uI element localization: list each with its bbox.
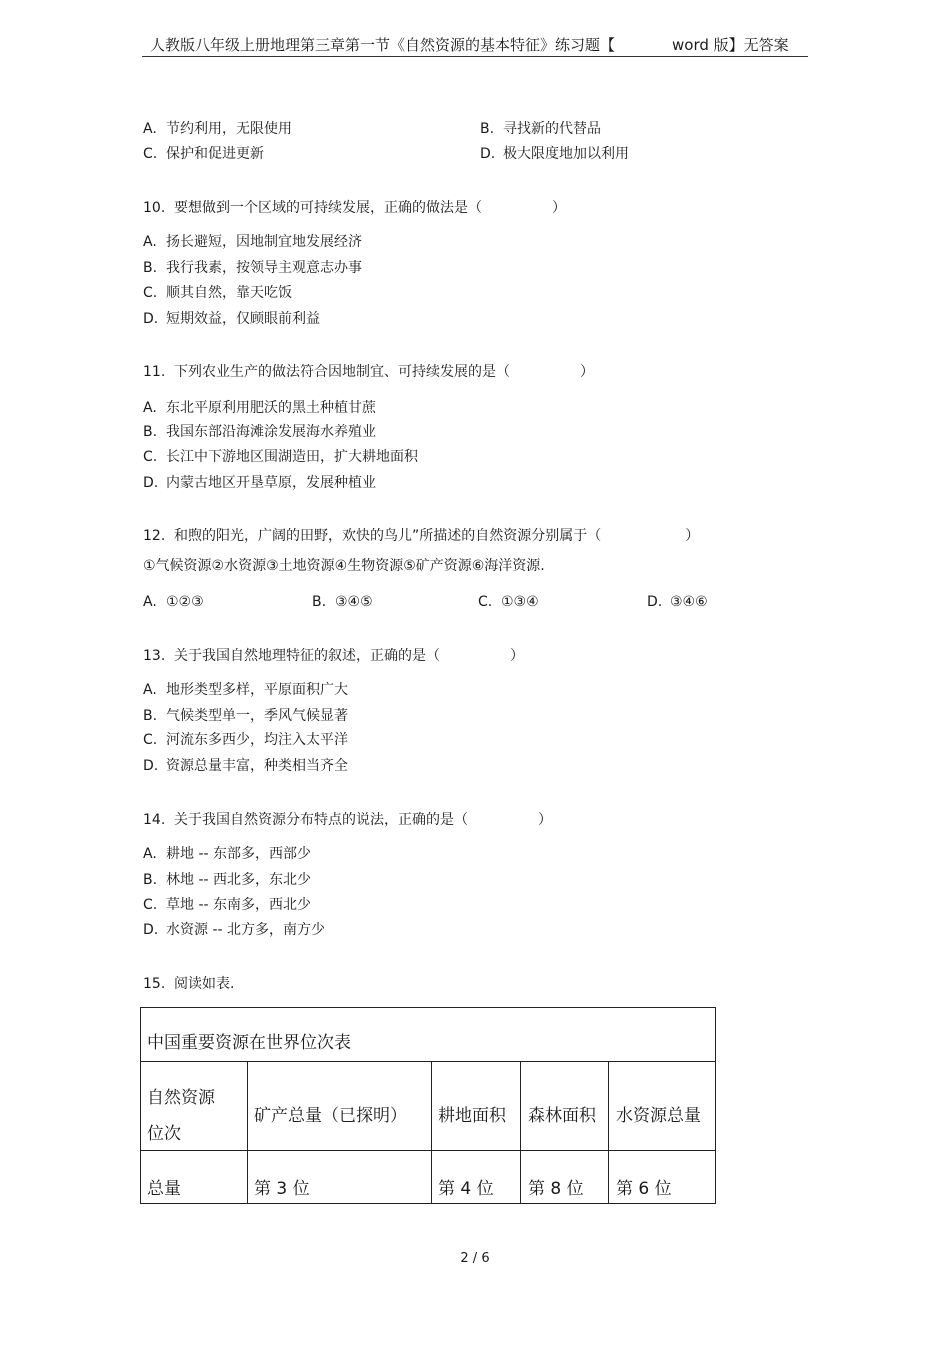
q10-stem: 10. 要想做到一个区域的可持续发展，正确的做法是（ ） [143, 200, 566, 216]
table-title: 中国重要资源在世界位次表 [147, 1033, 351, 1053]
table-header-farmland: 耕地面积 [438, 1106, 506, 1126]
table-header-forest: 森林面积 [528, 1106, 596, 1126]
resource-ranking-table [140, 1007, 716, 1204]
q14-option-b: B. 林地 -- 西北多，东北少 [143, 872, 312, 888]
header-title-suffix: word 版】无答案 [672, 36, 789, 54]
table-header-water: 水资源总量 [616, 1106, 701, 1126]
q13-stem: 13. 关于我国自然地理特征的叙述，正确的是（ ） [143, 648, 524, 664]
q11-option-b: B. 我国东部沿海滩涂发展海水养殖业 [143, 424, 376, 440]
q14-option-a: A. 耕地 -- 东部多，西部少 [143, 846, 312, 862]
q10-option-a: A. 扬长避短，因地制宜地发展经济 [143, 234, 362, 250]
table-row-label: 总量 [147, 1179, 181, 1199]
q12-option-c: C. ①③④ [478, 594, 539, 610]
q14-stem: 14. 关于我国自然资源分布特点的说法，正确的是（ ） [143, 812, 552, 828]
table-value-water: 第 6 位 [616, 1179, 672, 1199]
q9-option-d: D. 极大限度地加以利用 [480, 146, 629, 162]
q9-option-b: B. 寻找新的代替品 [480, 121, 601, 137]
q10-option-c: C. 顺其自然，靠天吃饭 [143, 285, 292, 301]
q13-option-b: B. 气候类型单一，季风气候显著 [143, 708, 348, 724]
table-header-minerals: 矿产总量（已探明） [254, 1106, 407, 1126]
q11-option-d: D. 内蒙古地区开垦草原，发展种植业 [143, 475, 376, 491]
q15-stem: 15. 阅读如表. [143, 976, 235, 992]
q11-option-c: C. 长江中下游地区围湖造田，扩大耕地面积 [143, 449, 418, 465]
q9-option-a: A. 节约利用，无限使用 [143, 121, 292, 137]
q13-option-c: C. 河流东多西少，均注入太平洋 [143, 732, 348, 748]
q12-stem: 12. 和煦的阳光，广阔的田野，欢快的鸟儿”所描述的自然资源分别属于（ ） [143, 528, 700, 544]
q14-option-d: D. 水资源 -- 北方多，南方少 [143, 922, 326, 938]
table-value-minerals: 第 3 位 [254, 1179, 310, 1199]
q11-stem: 11. 下列农业生产的做法符合因地制宜、可持续发展的是（ ） [143, 364, 594, 380]
table-header-first-line2: 位次 [147, 1124, 181, 1144]
q12-resource-list: ①气候资源②水资源③土地资源④生物资源⑤矿产资源⑥海洋资源. [143, 558, 545, 574]
q11-option-a: A. 东北平原利用肥沃的黑土种植甘蔗 [143, 400, 376, 416]
q10-option-b: B. 我行我素，按领导主观意志办事 [143, 260, 362, 276]
q12-option-d: D. ③④⑥ [647, 594, 708, 610]
table-value-farmland: 第 4 位 [438, 1179, 494, 1199]
table-value-forest: 第 8 位 [528, 1179, 584, 1199]
q12-option-a: A. ①②③ [143, 594, 204, 610]
table-header-first-line1: 自然资源 [147, 1088, 215, 1108]
page-header [142, 34, 808, 57]
q12-option-b: B. ③④⑤ [312, 594, 373, 610]
q13-option-d: D. 资源总量丰富，种类相当齐全 [143, 758, 348, 774]
page-number: 2 / 6 [460, 1251, 490, 1266]
q10-option-d: D. 短期效益，仅顾眼前利益 [143, 311, 320, 327]
header-title: 人教版八年级上册地理第三章第一节《自然资源的基本特征》练习题【 [150, 36, 616, 54]
q13-option-a: A. 地形类型多样，平原面积广大 [143, 682, 348, 698]
q14-option-c: C. 草地 -- 东南多，西北少 [143, 897, 312, 913]
q9-option-c: C. 保护和促进更新 [143, 146, 264, 162]
